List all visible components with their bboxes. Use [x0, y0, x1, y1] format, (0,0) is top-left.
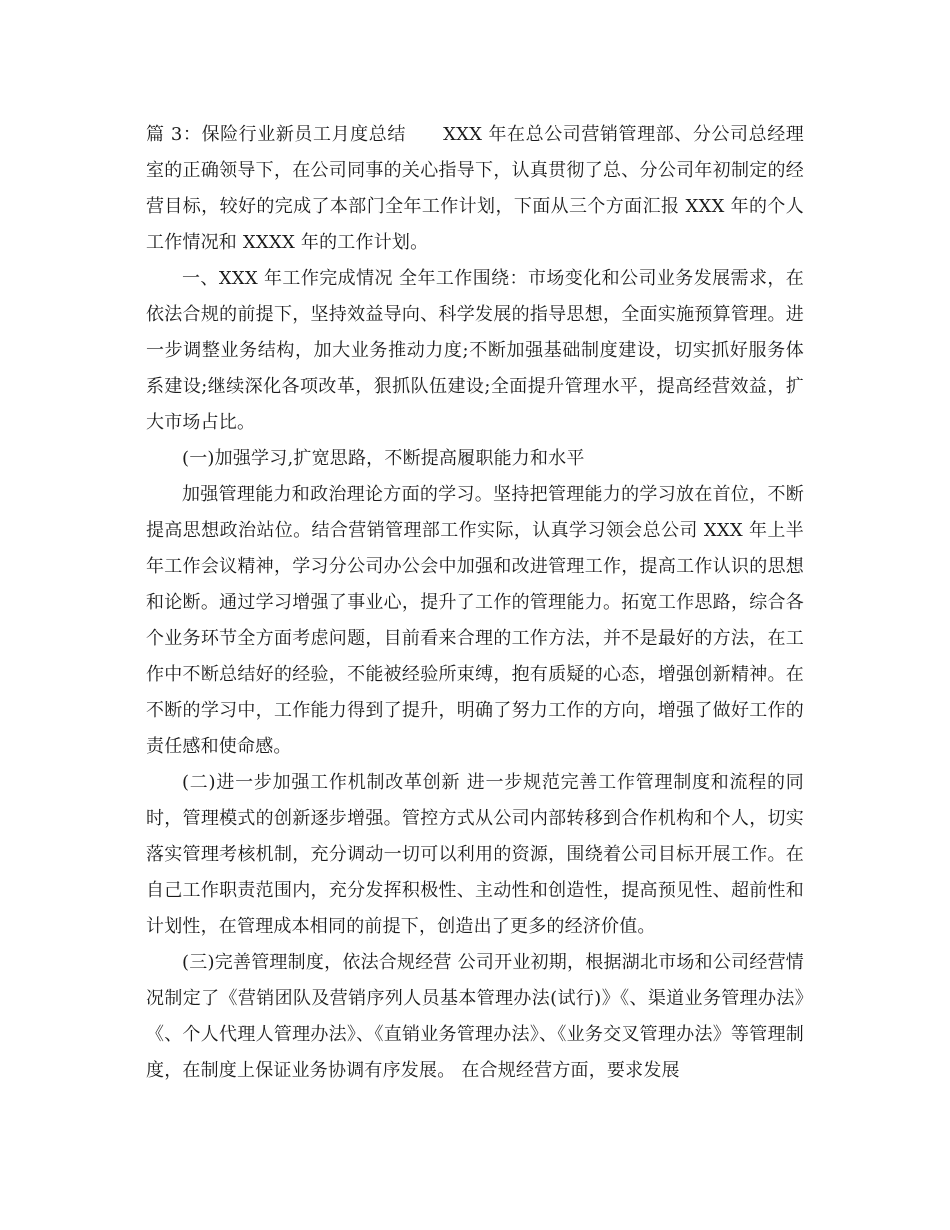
paragraph-management-rules: (三)完善管理制度，依法合规经营 公司开业初期，根据湖北市场和公司经营情况制定了《营销团队及营销序列人员基本管理办法(试行)》《、渠道业务管理办法》《、个人代理人管理办法》、《直销业务管理办法》、《业务交叉管理办法》等管理制度，在制度上保证业务协调有序发展。 在合规经营方面，要求发展 — [146, 952, 804, 1081]
paragraph-subheading-one: (一)加强学习,扩宽思路，不断提高履职能力和水平 — [182, 448, 585, 469]
document-body — [146, 117, 804, 1089]
paragraph-section-one: 一、XXX 年工作完成情况 全年工作围绕：市场变化和公司业务发展需求，在依法合规的前提下，坚持效益导向、科学发展的指导思想，全面实施预算管理。进一步调整业务结构，加大业务推动力度;不断加强基础制度建设，切实抓好服务体系建设;继续深化各项改革，狠抓队伍建设;全面提升管理水平，提高经营效益，扩大市场占比。 — [146, 268, 804, 433]
paragraph-intro: 篇 3：保险行业新员工月度总结 XXX 年在总公司营销管理部、分公司总经理室的正确领导下，在公司同事的关心指导下，认真贯彻了总、分公司年初制定的经营目标，较好的完成了本部门全年工作计划，下面从三个方面汇报 XXX 年的个人工作情况和 XXXX 年的工作计划。 — [146, 124, 804, 253]
paragraph-reform: (二)进一步加强工作机制改革创新 进一步规范完善工作管理制度和流程的同时，管理模式的创新逐步增强。管控方式从公司内部转移到合作机构和个人，切实落实管理考核机制，充分调动一切可以利用的资源，围绕着公司目标开展工作。在自己工作职责范围内，充分发挥积极性、主动性和创造性，提高预见性、超前性和计划性，在管理成本相同的前提下，创造出了更多的经济价值。 — [146, 772, 804, 937]
paragraph-learning: 加强管理能力和政治理论方面的学习。坚持把管理能力的学习放在首位，不断提高思想政治站位。结合营销管理部工作实际，认真学习领会总公司 XXX 年上半年工作会议精神，学习分公司办公会中加强和改进管理工作，提高工作认识的思想和论断。通过学习增强了事业心，提升了工作的管理能力。拓宽工作思路，综合各个业务环节全方面考虑问题，目前看来合理的工作方法，并不是最好的方法，在工作中不断总结好的经验，不能被经验所束缚，抱有质疑的心态，增强创新精神。在不断的学习中，工作能力得到了提升，明确了努力工作的方向，增强了做好工作的责任感和使命感。 — [146, 484, 804, 757]
